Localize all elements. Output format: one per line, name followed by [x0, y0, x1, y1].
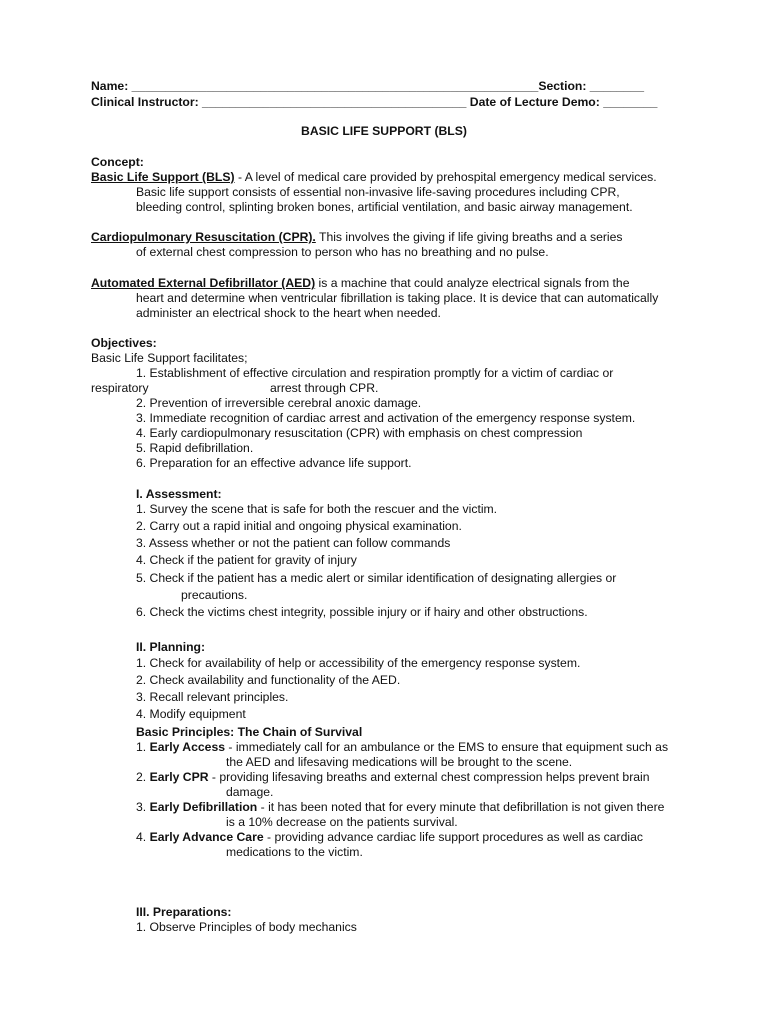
principle-term: Early CPR	[149, 770, 209, 784]
aed-definition	[91, 276, 629, 291]
principle-number: 4.	[136, 830, 150, 844]
cpr-def-text: This involves the giving if life giving breaths and a series	[315, 230, 623, 244]
preparations-heading: III. Preparations:	[136, 905, 232, 919]
planning-item-1: 1. Check for availability of help or accessibility of the emergency response system.	[136, 656, 581, 670]
aed-term: Automated External Defibrillator (AED)	[91, 276, 316, 290]
principles-heading: Basic Principles: The Chain of Survival	[136, 725, 363, 739]
objective-item-4: 4. Early cardiopulmonary resuscitation (CPR) with emphasis on chest compression	[136, 426, 583, 440]
cpr-term: Cardiopulmonary Resuscitation (CPR).	[91, 230, 316, 244]
preparations-item-1: 1. Observe Principles of body mechanics	[136, 920, 357, 934]
assessment-item-2: 2. Carry out a rapid initial and ongoing physical examination.	[136, 519, 462, 533]
principle-term: Early Access	[149, 740, 226, 754]
objective-item-1: 1. Establishment of effective circulation and respiration promptly for a victim of cardiac or	[136, 366, 614, 380]
principle-early-cpr-cont: damage.	[226, 785, 274, 799]
objectives-heading: Objectives:	[91, 336, 157, 350]
objective-item-2: 2. Prevention of irreversible cerebral anoxic damage.	[136, 396, 422, 410]
assessment-item-6: 6. Check the victims chest integrity, possible injury or if hairy and other obstructions.	[136, 605, 588, 619]
objective-item-1-cont-left: respiratory	[91, 381, 149, 395]
principle-text: - providing advance cardiac life support procedures as well as cardiac	[263, 830, 643, 844]
cpr-definition	[91, 230, 623, 245]
principle-number: 3.	[136, 800, 150, 814]
bls-def-text: - A level of medical care provided by prehospital emergency medical services.	[234, 170, 657, 184]
assessment-item-4: 4. Check if the patient for gravity of injury	[136, 553, 357, 567]
objectives-intro: Basic Life Support facilitates;	[91, 351, 248, 365]
objective-item-1-cont-right: arrest through CPR.	[270, 381, 379, 395]
objective-item-3: 3. Immediate recognition of cardiac arrest and activation of the emergency response system.	[136, 411, 636, 425]
principle-text: - immediately call for an ambulance or the EMS to ensure that equipment such as	[225, 740, 669, 754]
assessment-item-5-cont: precautions.	[181, 588, 248, 602]
principle-term: Early Defibrillation	[149, 800, 258, 814]
principle-text: - providing lifesaving breaths and external chest compression helps prevent brain	[208, 770, 650, 784]
principle-early-access-cont: the AED and lifesaving medications will be brought to the scene.	[226, 755, 573, 769]
principle-early-defibrillation	[136, 800, 664, 815]
planning-item-4: 4. Modify equipment	[136, 707, 246, 721]
bls-def-line-2: Basic life support consists of essential non-invasive life-saving procedures including CPR,	[136, 185, 620, 199]
aed-def-line-2: heart and determine when ventricular fibrillation is taking place. It is device that can automatically	[136, 291, 659, 305]
planning-heading: II. Planning:	[136, 640, 206, 654]
principle-number: 1.	[136, 740, 150, 754]
bls-def-line-3: bleeding control, splinting broken bones, artificial ventilation, and basic airway management.	[136, 200, 633, 214]
principle-text: - it has been noted that for every minute that defibrillation is not given there	[257, 800, 665, 814]
planning-item-3: 3. Recall relevant principles.	[136, 690, 289, 704]
principle-early-cpr	[136, 770, 650, 785]
principle-early-defibrillation-cont: is a 10% decrease on the patients survival.	[226, 815, 458, 829]
assessment-item-5: 5. Check if the patient has a medic alert or similar identification of designating allergies or	[136, 571, 617, 585]
principle-term: Early Advance Care	[149, 830, 264, 844]
aed-def-line-3: administer an electrical shock to the heart when needed.	[136, 306, 441, 320]
assessment-item-1: 1. Survey the scene that is safe for both the rescuer and the victim.	[136, 502, 498, 516]
aed-def-text: is a machine that could analyze electrical signals from the	[315, 276, 630, 290]
name-section-line: Name: ____________________________________________________________Section: ________	[91, 79, 645, 93]
bls-definition	[91, 170, 657, 185]
bls-term: Basic Life Support (BLS)	[91, 170, 235, 184]
cpr-def-line-2: of external chest compression to person who has no breathing and no pulse.	[136, 245, 549, 259]
objective-item-6: 6. Preparation for an effective advance life support.	[136, 456, 412, 470]
principle-early-advance-care-cont: medications to the victim.	[226, 845, 363, 859]
planning-item-2: 2. Check availability and functionality of the AED.	[136, 673, 401, 687]
instructor-date-line: Clinical Instructor: _______________________________________ Date of Lecture Demo: ________	[91, 95, 658, 109]
principle-number: 2.	[136, 770, 150, 784]
objective-item-5: 5. Rapid defibrillation.	[136, 441, 254, 455]
concept-heading: Concept:	[91, 155, 144, 169]
assessment-item-3: 3. Assess whether or not the patient can follow commands	[136, 536, 451, 550]
assessment-heading: I. Assessment:	[136, 487, 222, 501]
document-title: BASIC LIFE SUPPORT (BLS)	[301, 124, 467, 138]
principle-early-advance-care	[136, 830, 643, 845]
principle-early-access	[136, 740, 668, 755]
